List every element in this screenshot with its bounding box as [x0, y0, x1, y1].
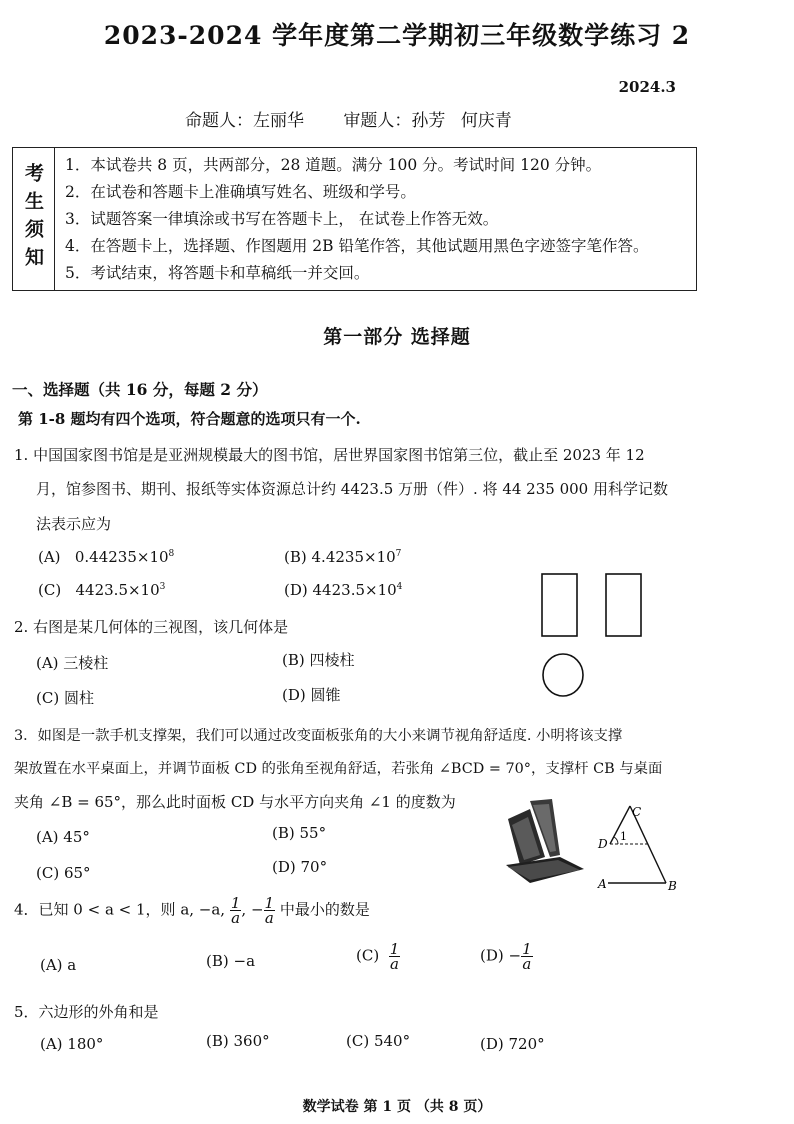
notice-list [65, 152, 648, 287]
option-exponent: 3 [159, 582, 166, 592]
q5-option-b: (B) 360° [206, 1032, 270, 1050]
authors-line [185, 106, 522, 131]
q3-line3: 夹角 ∠B = 65°，那么此时面板 CD 与水平方向夹角 ∠1 的度数为 [14, 793, 456, 811]
q1-line2: 月，馆参图书、期刊、报纸等实体资源总计约 4423.5 万册（件）. 将 44 235 000 用科学记数 [36, 480, 668, 498]
q3-option-b: (B) 55° [272, 824, 327, 842]
q2-option-a: (A) 三棱柱 [36, 654, 109, 672]
notice-item: 1．本试卷共 8 页，共两部分，28 道题。满分 100 分。考试时间 120 分钟。 [65, 156, 602, 174]
section-heading: 一、选择题（共 16 分，每题 2 分） [12, 380, 268, 399]
label-B: B [668, 879, 677, 892]
option-label: (C) [38, 581, 62, 599]
option-value: 0.44235×10 [74, 548, 169, 566]
q1-option-d [284, 581, 402, 599]
label-C: C [632, 805, 642, 819]
q2-stem: 2. 右图是某几何体的三视图，该几何体是 [14, 618, 289, 636]
angle-arc [614, 837, 618, 844]
label-A: A [598, 877, 607, 891]
section-instruction: 第 1-8 题均有四个选项，符合题意的选项只有一个. [18, 410, 361, 428]
q1-option-a [38, 548, 174, 566]
page-footer: 数学试卷 第 1 页 （共 8 页） [302, 1099, 492, 1115]
q1-line1: 1. 中国国家图书馆是是亚洲规模最大的图书馆，居世界国家图书馆第三位，截止至 2023 年 12 [14, 446, 645, 464]
option-label: (B) [284, 548, 307, 566]
fraction-one-over-a: $\frac{1}{a}$ [230, 894, 241, 927]
option-exponent: 4 [396, 582, 403, 592]
notice-heading-cell [13, 148, 55, 290]
q4-stem-suffix: 中最小的数是 [275, 900, 370, 919]
notice-item: 2．在试卷和答题卡上准确填写姓名、班级和学号。 [65, 183, 416, 201]
q1-option-c [38, 581, 165, 599]
notice-item: 4．在答题卡上，选择题、作图题用 2B 铅笔作答，其他试题用黑色字迹签字笔作答。 [65, 237, 649, 255]
option-value: 4.4235×10 [311, 548, 396, 566]
fraction-one-over-a: $\frac{1}{a}$ [522, 940, 532, 973]
q3-line2: 架放置在水平桌面上，并调节面板 CD 的张角至视角舒适，若张角 ∠BCD = 70°，支撑杆 CB 与桌面 [14, 761, 663, 777]
author: 命题人：左丽华 [185, 111, 304, 131]
q5-option-a: (A) 180° [40, 1035, 104, 1053]
q4-stem-prefix: 4．已知 0 < a < 1，则 a, −a, [14, 900, 230, 919]
q2-option-b: (B) 四棱柱 [282, 651, 355, 669]
option-label: (D) [284, 581, 308, 599]
q3-option-c: (C) 65° [36, 864, 91, 882]
notice-box [12, 147, 697, 291]
label-D: D [598, 837, 608, 851]
phone-stand-image [500, 795, 590, 890]
q3-option-d: (D) 70° [272, 858, 328, 876]
exam-title: 2023-2024 学年度第二学期初三年级数学练习 2 [103, 21, 691, 50]
q5-option-c: (C) 540° [346, 1032, 411, 1050]
notice-heading: 考生须知 [22, 163, 44, 275]
option-value: 4423.5×10 [75, 581, 160, 599]
label-angle-1: 1 [620, 830, 627, 843]
part-title: 第一部分 选择题 [323, 326, 471, 348]
q4-option-a: (A) a [40, 956, 77, 974]
front-view-rect [542, 574, 577, 636]
q4-option-d [480, 942, 533, 971]
option-exponent: 8 [168, 549, 175, 559]
notice-item: 5．考试结束，将答题卡和草稿纸一并交回。 [65, 264, 370, 282]
q5-stem: 5．六边形的外角和是 [14, 1003, 159, 1021]
top-view-circle [543, 654, 583, 696]
option-value: 4423.5×10 [312, 581, 397, 599]
notice-item: 3．试题答案一律填涂或书写在答题卡上， 在试卷上作答无效。 [65, 210, 499, 228]
reviewer: 审题人：孙芳 [343, 111, 446, 131]
fraction-one-over-a: $\frac{1}{a}$ [264, 894, 275, 927]
q4-stem [14, 896, 370, 925]
fraction-one-over-a: $\frac{1}{a}$ [389, 940, 400, 973]
q2-option-c: (C) 圆柱 [36, 689, 94, 707]
option-exponent: 7 [395, 549, 402, 559]
q3-line1: 3．如图是一款手机支撑架，我们可以通过改变面板张角的大小来调节视角舒适度. 小明将该支撑 [14, 728, 623, 744]
side-view-rect [606, 574, 641, 636]
q4-option-b: (B) −a [206, 952, 256, 970]
option-label: (C) [356, 946, 380, 965]
q1-option-b [284, 548, 401, 566]
q4-stem-middle: , − [241, 900, 264, 919]
q2-option-d: (D) 圆锥 [282, 686, 341, 704]
q4-option-c [356, 942, 400, 971]
angle-geometry-figure [592, 800, 684, 892]
q1-line3: 法表示应为 [36, 515, 112, 533]
option-label: (A) [38, 548, 61, 566]
option-label: (D) − [480, 946, 522, 965]
q5-option-d: (D) 720° [480, 1035, 545, 1053]
q3-option-a: (A) 45° [36, 828, 90, 846]
three-view-figure [538, 570, 648, 700]
exam-date: 2024.3 [618, 78, 676, 96]
reviewer-2: 何庆青 [460, 111, 512, 131]
